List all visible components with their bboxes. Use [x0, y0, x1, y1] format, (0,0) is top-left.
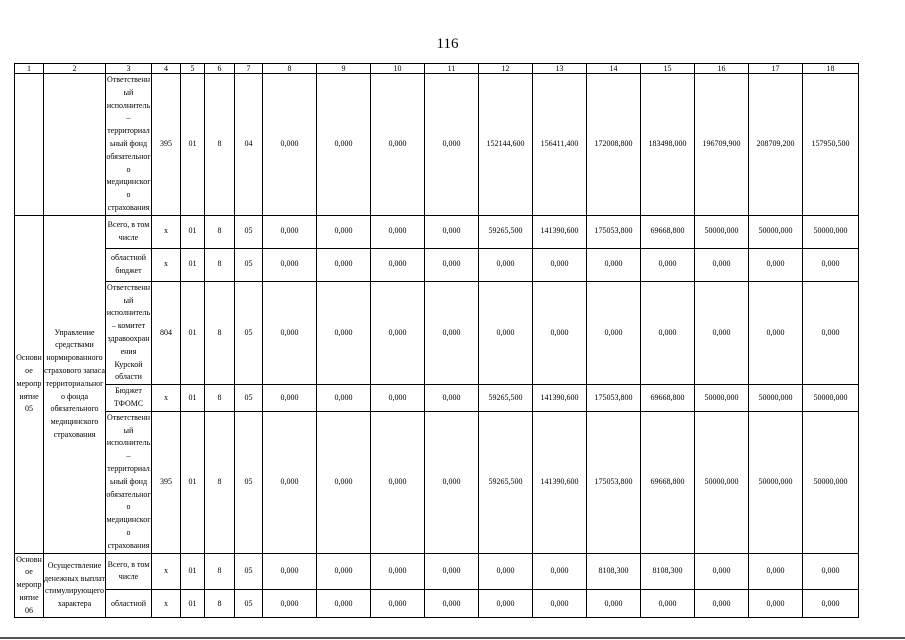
- value-cell: 50000,000: [803, 385, 859, 412]
- value-cell: 0,000: [371, 411, 425, 553]
- value-cell: 0,000: [425, 411, 479, 553]
- header-cell: 12: [479, 64, 533, 74]
- value-cell: 0,000: [641, 590, 695, 618]
- value-cell: 69668,800: [641, 411, 695, 553]
- value-cell: 0,000: [695, 590, 749, 618]
- value-cell: 0,000: [749, 553, 803, 590]
- value-cell: 59265,500: [479, 385, 533, 412]
- source-cell: областной бюджет: [106, 248, 152, 281]
- code-cell: x: [152, 553, 181, 590]
- activity-label: Основное мероприятие 05: [15, 215, 44, 553]
- header-cell: 8: [263, 64, 317, 74]
- value-cell: 0,000: [371, 281, 425, 384]
- value-cell: 0,000: [803, 590, 859, 618]
- header-cell: 3: [106, 64, 152, 74]
- header-cell: 4: [152, 64, 181, 74]
- code-cell: x: [152, 590, 181, 618]
- code-cell: 01: [181, 248, 205, 281]
- source-cell: Ответственный исполнитель– территориальный фонд обязательного медицинского страхования: [106, 74, 152, 216]
- value-cell: 50000,000: [695, 385, 749, 412]
- activity-description: Осуществление денежных выплат стимулирующего характера: [44, 553, 106, 618]
- code-cell: 8: [205, 385, 235, 412]
- activity-label: Основное мероприятие 06: [15, 553, 44, 618]
- code-cell: 05: [235, 385, 263, 412]
- value-cell: 0,000: [695, 281, 749, 384]
- value-cell: 0,000: [263, 385, 317, 412]
- code-cell: 8: [205, 248, 235, 281]
- activity-description: Управление средствами нормированного страхового запаса территориального фонда обязательного медицинского страхования: [44, 215, 106, 553]
- code-cell: 04: [235, 74, 263, 216]
- value-cell: 59265,500: [479, 411, 533, 553]
- value-cell: 0,000: [479, 590, 533, 618]
- value-cell: 0,000: [533, 281, 587, 384]
- code-cell: 01: [181, 74, 205, 216]
- table-row: [15, 590, 859, 618]
- code-cell: x: [152, 215, 181, 248]
- value-cell: 0,000: [263, 590, 317, 618]
- code-cell: 05: [235, 248, 263, 281]
- header-row: [15, 64, 859, 74]
- header-cell: 16: [695, 64, 749, 74]
- value-cell: 8108,300: [587, 553, 641, 590]
- value-cell: 50000,000: [749, 411, 803, 553]
- code-cell: 05: [235, 215, 263, 248]
- code-cell: 8: [205, 553, 235, 590]
- code-cell: 8: [205, 411, 235, 553]
- value-cell: 0,000: [263, 74, 317, 216]
- code-cell: 01: [181, 590, 205, 618]
- value-cell: 0,000: [479, 281, 533, 384]
- code-cell: x: [152, 385, 181, 412]
- value-cell: 0,000: [479, 248, 533, 281]
- value-cell: 0,000: [371, 590, 425, 618]
- header-cell: 18: [803, 64, 859, 74]
- budget-table: [14, 63, 859, 618]
- code-cell: 05: [235, 411, 263, 553]
- value-cell: 0,000: [425, 215, 479, 248]
- value-cell: 59265,500: [479, 215, 533, 248]
- value-cell: 50000,000: [749, 385, 803, 412]
- value-cell: 0,000: [263, 553, 317, 590]
- value-cell: 0,000: [317, 281, 371, 384]
- header-cell: 2: [44, 64, 106, 74]
- code-cell: 05: [235, 281, 263, 384]
- table-row: [15, 281, 859, 384]
- value-cell: 69668,800: [641, 385, 695, 412]
- table-row: [15, 215, 859, 248]
- value-cell: 0,000: [317, 248, 371, 281]
- value-cell: 0,000: [425, 553, 479, 590]
- value-cell: 0,000: [587, 590, 641, 618]
- value-cell: 0,000: [641, 248, 695, 281]
- value-cell: 0,000: [317, 385, 371, 412]
- value-cell: 0,000: [263, 215, 317, 248]
- source-cell: Всего, в том числе: [106, 215, 152, 248]
- code-cell: 8: [205, 74, 235, 216]
- code-cell: 01: [181, 385, 205, 412]
- header-cell: 10: [371, 64, 425, 74]
- value-cell: 0,000: [425, 248, 479, 281]
- value-cell: 0,000: [317, 215, 371, 248]
- value-cell: 208709,200: [749, 74, 803, 216]
- value-cell: 69668,800: [641, 215, 695, 248]
- value-cell: 0,000: [371, 248, 425, 281]
- value-cell: 175053,800: [587, 215, 641, 248]
- code-cell: 8: [205, 590, 235, 618]
- value-cell: 0,000: [695, 553, 749, 590]
- value-cell: 0,000: [641, 281, 695, 384]
- header-cell: 17: [749, 64, 803, 74]
- code-cell: 01: [181, 411, 205, 553]
- value-cell: 0,000: [533, 248, 587, 281]
- value-cell: 0,000: [749, 248, 803, 281]
- value-cell: 0,000: [425, 590, 479, 618]
- table-row: [15, 553, 859, 590]
- value-cell: 0,000: [803, 553, 859, 590]
- value-cell: 152144,600: [479, 74, 533, 216]
- page-number: 116: [436, 36, 459, 52]
- code-cell: 01: [181, 215, 205, 248]
- value-cell: 0,000: [263, 281, 317, 384]
- code-cell: 395: [152, 74, 181, 216]
- value-cell: 0,000: [695, 248, 749, 281]
- value-cell: 0,000: [479, 553, 533, 590]
- code-cell: 395: [152, 411, 181, 553]
- col-1-cell: [15, 74, 44, 216]
- header-cell: 7: [235, 64, 263, 74]
- value-cell: 8108,300: [641, 553, 695, 590]
- value-cell: 0,000: [371, 553, 425, 590]
- value-cell: 50000,000: [695, 411, 749, 553]
- value-cell: 0,000: [425, 74, 479, 216]
- value-cell: 50000,000: [749, 215, 803, 248]
- table-row: [15, 248, 859, 281]
- code-cell: 01: [181, 553, 205, 590]
- code-cell: 8: [205, 281, 235, 384]
- value-cell: 0,000: [533, 553, 587, 590]
- value-cell: 0,000: [803, 281, 859, 384]
- value-cell: 141390,600: [533, 385, 587, 412]
- value-cell: 0,000: [263, 411, 317, 553]
- header-cell: 5: [181, 64, 205, 74]
- header-cell: 15: [641, 64, 695, 74]
- code-cell: 05: [235, 590, 263, 618]
- table-row: [15, 385, 859, 412]
- value-cell: 0,000: [749, 281, 803, 384]
- value-cell: 175053,800: [587, 385, 641, 412]
- source-cell: областной: [106, 590, 152, 618]
- value-cell: 0,000: [317, 553, 371, 590]
- code-cell: 804: [152, 281, 181, 384]
- value-cell: 0,000: [371, 385, 425, 412]
- value-cell: 50000,000: [803, 215, 859, 248]
- header-cell: 14: [587, 64, 641, 74]
- value-cell: 0,000: [317, 590, 371, 618]
- value-cell: 172008,800: [587, 74, 641, 216]
- value-cell: 0,000: [371, 215, 425, 248]
- table-row: [15, 411, 859, 553]
- value-cell: 0,000: [425, 281, 479, 384]
- code-cell: 01: [181, 281, 205, 384]
- value-cell: 141390,600: [533, 411, 587, 553]
- source-cell: Бюджет ТФОМС: [106, 385, 152, 412]
- header-cell: 11: [425, 64, 479, 74]
- value-cell: 0,000: [371, 74, 425, 216]
- header-cell: 1: [15, 64, 44, 74]
- value-cell: 157950,500: [803, 74, 859, 216]
- header-cell: 9: [317, 64, 371, 74]
- value-cell: 175053,800: [587, 411, 641, 553]
- col-2-cell: [44, 74, 106, 216]
- value-cell: 50000,000: [695, 215, 749, 248]
- value-cell: 156411,400: [533, 74, 587, 216]
- source-cell: Всего, в том числе: [106, 553, 152, 590]
- header-cell: 13: [533, 64, 587, 74]
- code-cell: 05: [235, 553, 263, 590]
- header-cell: 6: [205, 64, 235, 74]
- value-cell: 0,000: [533, 590, 587, 618]
- value-cell: 0,000: [263, 248, 317, 281]
- value-cell: 183498,000: [641, 74, 695, 216]
- value-cell: 0,000: [587, 281, 641, 384]
- code-cell: 8: [205, 215, 235, 248]
- table-row: [15, 74, 859, 216]
- value-cell: 141390,600: [533, 215, 587, 248]
- value-cell: 0,000: [803, 248, 859, 281]
- value-cell: 0,000: [317, 411, 371, 553]
- source-cell: Ответственный исполнитель– комитет здравоохранения Курской области: [106, 281, 152, 384]
- value-cell: 50000,000: [803, 411, 859, 553]
- value-cell: 0,000: [425, 385, 479, 412]
- value-cell: 0,000: [749, 590, 803, 618]
- value-cell: 0,000: [317, 74, 371, 216]
- value-cell: 196709,900: [695, 74, 749, 216]
- code-cell: x: [152, 248, 181, 281]
- page-edge-line: [0, 637, 905, 639]
- source-cell: Ответственный исполнитель– территориальный фонд обязательного медицинского страхования: [106, 411, 152, 553]
- value-cell: 0,000: [587, 248, 641, 281]
